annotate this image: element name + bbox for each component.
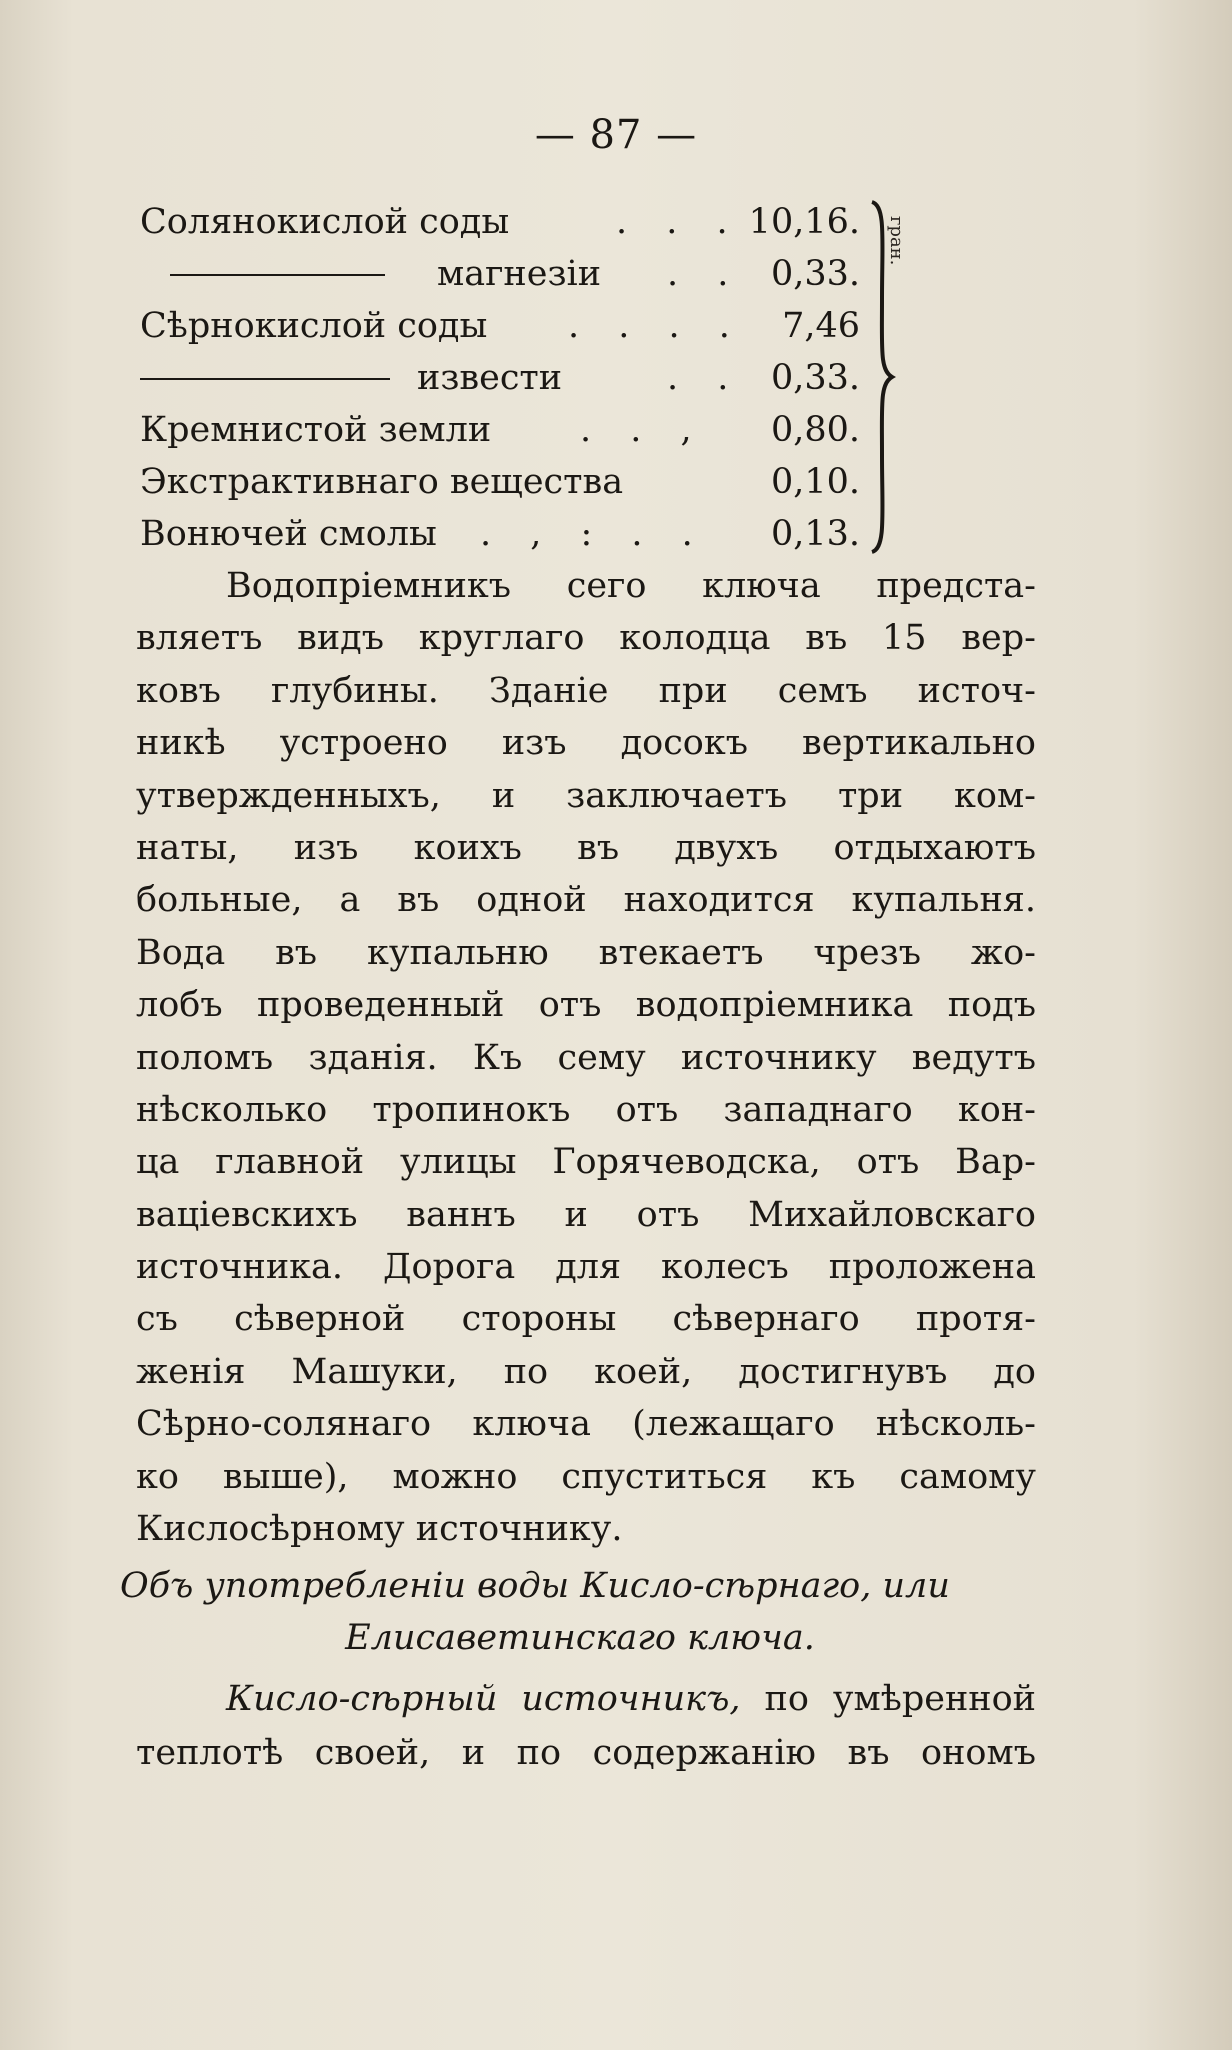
- composition-name: извести: [417, 358, 563, 398]
- composition-value: 7,46: [782, 306, 860, 346]
- text-line: лобъ проведенный отъ водопріемника подъ: [136, 985, 1036, 1026]
- composition-dots: . . .: [616, 202, 742, 242]
- text-line: женія Машуки, по коей, достигнувъ до: [136, 1351, 1036, 1392]
- composition-row: [140, 196, 900, 248]
- text-line: нѣсколько тропинокъ отъ западнаго кон-: [136, 1089, 1036, 1130]
- text-line: ко выше), можно спуститься къ самому: [136, 1456, 1036, 1497]
- text-line: Сѣрно-солянаго ключа (лежащаго нѣсколь-: [136, 1404, 1036, 1445]
- composition-value: 0,13.: [770, 514, 860, 554]
- composition-value: 0,80.: [770, 410, 860, 450]
- composition-name: Солянокислой соды: [140, 202, 510, 242]
- composition-dots: . .: [667, 254, 743, 294]
- text-line: источника. Дорога для колесъ проложена: [136, 1247, 1036, 1288]
- composition-row: [140, 352, 900, 404]
- text-line: Кислосѣрному источнику.: [136, 1509, 623, 1550]
- text-line: утвержденныхъ, и заключаетъ три ком-: [136, 775, 1036, 816]
- text-line: теплотѣ своей, и по содержанію въ ономъ: [136, 1733, 1036, 1773]
- text-line: поломъ зданія. Къ сему источнику ведутъ: [136, 1037, 1036, 1078]
- section-heading: [120, 1560, 1040, 1664]
- composition-value: 0,33.: [770, 254, 860, 294]
- italic-phrase: Кисло-сѣрный источникъ,: [226, 1679, 741, 1719]
- composition-row: [140, 456, 900, 508]
- text-line: больные, а въ одной находится купальня.: [136, 880, 1036, 921]
- composition-dots: . . . .: [568, 306, 744, 346]
- composition-name: Сѣрнокислой соды: [140, 306, 488, 346]
- next-paragraph: [136, 1672, 1036, 1780]
- composition-row: [140, 300, 900, 352]
- composition-row: [140, 248, 900, 300]
- text-line: никѣ устроено изъ досокъ вертикально: [136, 723, 1036, 764]
- text-line: ца главной улицы Горячеводска, отъ Вар-: [136, 1142, 1036, 1183]
- ditto-dash: [140, 378, 390, 380]
- ditto-dash: [170, 274, 385, 276]
- text-line: вляетъ видъ круглаго колодца въ 15 вер-: [136, 618, 1036, 659]
- text-line: ковъ глубины. Зданіе при семъ источ-: [136, 670, 1036, 711]
- heading-line: Объ употребленіи воды Кисло-сѣрнаго, или: [120, 1566, 950, 1606]
- composition-value: 0,33.: [770, 358, 860, 398]
- text-line: наты, изъ коихъ въ двухъ отдыхаютъ: [136, 827, 1036, 868]
- text-line: Вода въ купальню втекаетъ чрезъ жо-: [136, 932, 1036, 973]
- composition-dots: . . ,: [580, 410, 706, 450]
- composition-name: Кремнистой земли: [140, 410, 492, 450]
- main-paragraph: [136, 560, 1036, 1555]
- text-line: Водопріемникъ сего ключа предста-: [226, 566, 1036, 606]
- unit-label: гран.: [886, 216, 907, 266]
- text-line: [136, 1672, 1036, 1726]
- composition-dots: . , : . .: [480, 514, 707, 554]
- page-number: — 87 —: [534, 112, 698, 158]
- text-fragment: по умѣренной: [740, 1679, 1037, 1719]
- text-line: съ сѣверной стороны сѣвернаго протя-: [136, 1299, 1036, 1340]
- composition-value: 0,10.: [770, 462, 860, 502]
- heading-line: Елисаветинскаго ключа.: [345, 1618, 815, 1658]
- composition-row: [140, 508, 900, 560]
- composition-name: Экстрактивнаго вещества: [140, 462, 624, 502]
- text-line: ваціевскихъ ваннъ и отъ Михайловскаго: [136, 1194, 1036, 1235]
- composition-row: [140, 404, 900, 456]
- composition-name: Вонючей смолы: [140, 514, 437, 554]
- composition-value: 10,16.: [748, 202, 860, 242]
- composition-name: магнезіи: [437, 254, 602, 294]
- composition-table: [140, 196, 900, 560]
- composition-dots: . .: [667, 358, 743, 398]
